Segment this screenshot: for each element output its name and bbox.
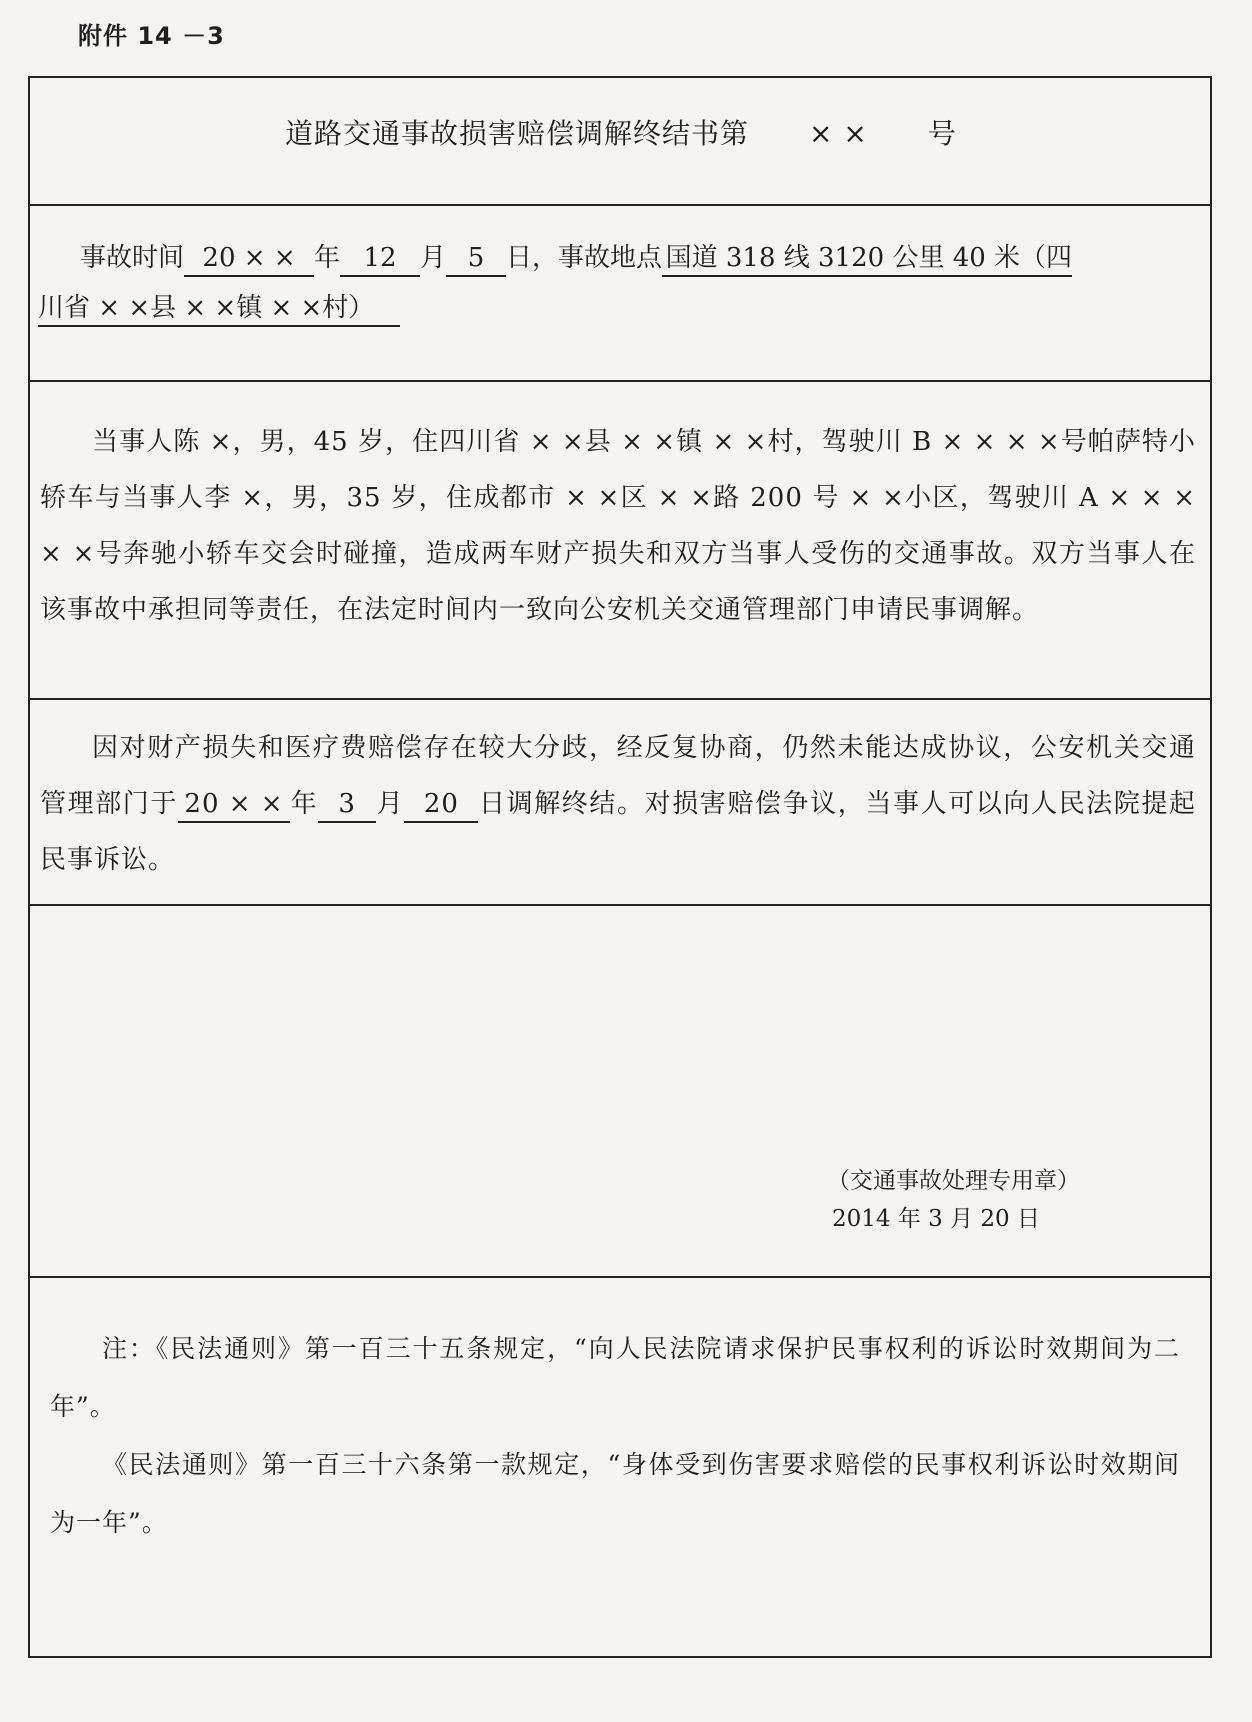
title-text: 道路交通事故损害赔偿调解终结书第 bbox=[285, 117, 750, 150]
accident-location-1: 国道 318 线 3120 公里 40 米（四 bbox=[662, 241, 1072, 277]
accident-info-section bbox=[30, 206, 1210, 382]
parties-paragraph: 当事人陈 ×，男，45 岁，住四川省 × ×县 × ×镇 × ×村，驾驶川 B × × × ×号帕萨特小轿车与当事人李 ×，男，35 岁，住成都市 × ×区 × ×路 200 号 × ×小区，驾驶川 A × × × × ×号奔驰小轿车交会时碰撞，造成两车财产损失和双方当事人受伤的交通事故。双方当事人在该事故中承担同等责任，在法定时间内一致向公安机关交通管理部门申请民事调解。 bbox=[40, 427, 1196, 625]
annex-label: 附件 14 －3 bbox=[78, 22, 225, 50]
signature-section bbox=[30, 906, 1210, 1278]
conclusion-month: 3 bbox=[318, 787, 376, 823]
document-title bbox=[285, 112, 957, 152]
conclusion-section bbox=[30, 700, 1210, 906]
note-section bbox=[30, 1278, 1210, 1656]
accident-year: 20 × × bbox=[184, 241, 314, 277]
document-number: × × bbox=[809, 117, 868, 150]
conclusion-paragraph bbox=[40, 720, 1196, 888]
day-unit: 日，事故地点 bbox=[506, 243, 663, 273]
month-unit: 月 bbox=[420, 243, 447, 273]
conclusion-month-unit: 月 bbox=[376, 789, 405, 819]
issue-date: 2014 年 3 月 20 日 bbox=[832, 1206, 1040, 1232]
conclusion-part2: 日调解终结。对损害赔偿争议，当事人可以向人民法院提起民事诉讼。 bbox=[40, 789, 1196, 875]
accident-line-1 bbox=[80, 238, 1072, 278]
accident-month: 12 bbox=[340, 241, 420, 277]
accident-line-2 bbox=[38, 288, 400, 328]
title-section bbox=[30, 78, 1210, 206]
official-stamp: （交通事故处理专用章） bbox=[827, 1168, 1080, 1194]
conclusion-year: 20 × × bbox=[178, 787, 290, 823]
note-line-2: 《民法通则》第一百三十六条第一款规定，“身体受到伤害要求赔偿的民事权利诉讼时效期间为一年”。 bbox=[50, 1450, 1180, 1537]
parties-section bbox=[30, 382, 1210, 700]
conclusion-year-unit: 年 bbox=[290, 789, 319, 819]
accident-location-2: 川省 × ×县 × ×镇 × ×村） bbox=[38, 291, 400, 327]
accident-day: 5 bbox=[446, 241, 506, 277]
conclusion-day: 20 bbox=[404, 787, 478, 823]
year-unit: 年 bbox=[314, 243, 341, 273]
conclusion-part1: 因对财产损失和医疗费赔偿存在较大分歧，经反复协商，仍然未能达成协议，公安机关交通管理部门于 bbox=[40, 733, 1196, 819]
note-line-1: 注：《民法通则》第一百三十五条规定，“向人民法院请求保护民事权利的诉讼时效期间为二年”。 bbox=[50, 1334, 1180, 1421]
title-suffix: 号 bbox=[927, 117, 957, 150]
mediation-form bbox=[28, 76, 1212, 1658]
time-label: 事故时间 bbox=[80, 243, 185, 273]
